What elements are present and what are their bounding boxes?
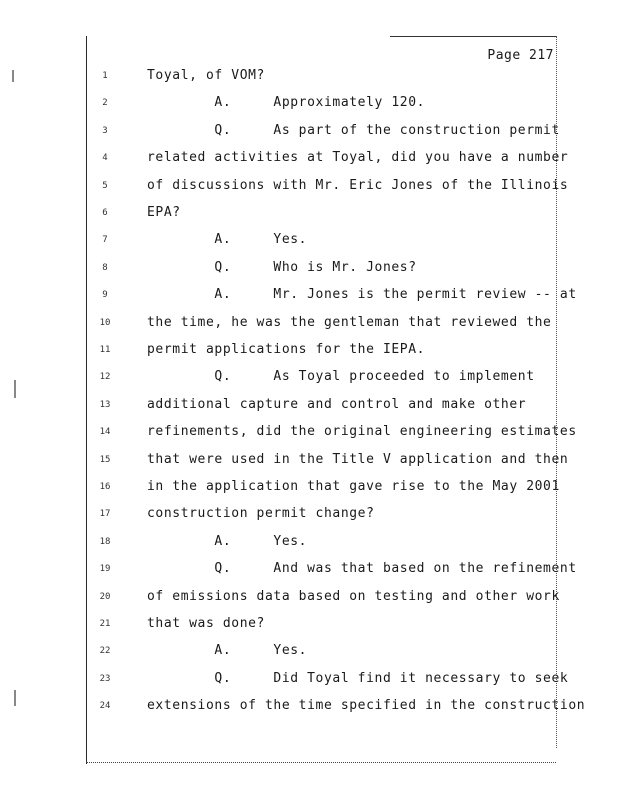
- line-number: 18: [99, 536, 111, 547]
- line-text: the time, he was the gentleman that reviewed the: [147, 314, 552, 330]
- transcript-line: [0, 121, 618, 145]
- transcript-line: [0, 176, 618, 200]
- line-text: A. Mr. Jones is the permit review -- at: [147, 287, 577, 303]
- line-text: in the application that gave rise to the May 2001: [147, 479, 560, 494]
- transcript-line: [0, 614, 618, 638]
- bottom-rule: [86, 762, 556, 763]
- line-text: that was done?: [147, 616, 265, 631]
- line-number: 2: [102, 98, 108, 109]
- line-text: Toyal, of VOM?: [147, 68, 265, 83]
- line-number: 7: [102, 235, 108, 246]
- line-text: of emissions data based on testing and other work: [147, 588, 560, 604]
- transcript-line: [0, 669, 618, 693]
- line-number: 17: [99, 509, 111, 520]
- line-number: 16: [99, 482, 111, 492]
- line-text: Q. As part of the construction permit: [147, 122, 560, 138]
- line-text: that were used in the Title V application and then: [147, 451, 569, 467]
- transcript-line: [0, 340, 618, 364]
- line-number: 20: [99, 591, 111, 602]
- line-text: permit applications for the IEPA.: [147, 342, 426, 357]
- line-number: 4: [102, 153, 108, 164]
- line-number: 13: [99, 399, 111, 410]
- line-number: 19: [99, 564, 111, 575]
- line-number: 9: [102, 290, 108, 301]
- transcript-line: [0, 477, 618, 501]
- transcript-line: [0, 587, 618, 611]
- transcript-line: [0, 148, 618, 172]
- line-text: A. Yes.: [147, 533, 308, 549]
- line-number: 6: [102, 208, 108, 218]
- line-number: 24: [99, 701, 111, 712]
- line-text: construction permit change?: [147, 506, 375, 522]
- line-text: refinements, did the original engineering estimates: [147, 424, 577, 440]
- transcript-line: [0, 258, 618, 282]
- line-text: extensions of the time specified in the construction: [147, 698, 586, 714]
- line-number: 11: [99, 345, 111, 355]
- transcript-line: [0, 532, 618, 556]
- scan-speck: [14, 690, 16, 706]
- transcript-line: [0, 422, 618, 446]
- line-text: additional capture and control and make other: [147, 396, 527, 412]
- transcript-line: [0, 641, 618, 665]
- line-text: A. Approximately 120.: [147, 95, 426, 111]
- line-number: 3: [102, 125, 108, 136]
- line-text: A. Yes.: [147, 232, 308, 248]
- line-number: 12: [99, 372, 111, 383]
- line-text: EPA?: [147, 205, 181, 220]
- line-text: related activities at Toyal, did you have a number: [147, 150, 569, 166]
- transcript-line: [0, 504, 618, 528]
- line-text: A. Yes.: [147, 643, 308, 659]
- line-number: 10: [99, 317, 111, 328]
- line-number: 21: [99, 619, 111, 629]
- line-text: Q. As Toyal proceeded to implement: [147, 369, 535, 385]
- line-number: 14: [99, 427, 111, 438]
- transcript-line: [0, 203, 618, 227]
- scan-speck: [12, 70, 14, 82]
- line-number: 5: [102, 180, 108, 191]
- line-number: 8: [102, 262, 108, 273]
- top-rule: [390, 36, 556, 37]
- transcript-line: [0, 313, 618, 337]
- line-text: Q. Who is Mr. Jones?: [147, 259, 417, 275]
- transcript-line: [0, 450, 618, 474]
- transcript-line: [0, 696, 618, 720]
- transcript-line: [0, 230, 618, 254]
- transcript-line: [0, 285, 618, 309]
- line-text: Q. Did Toyal find it necessary to seek: [147, 670, 569, 686]
- line-text: of discussions with Mr. Eric Jones of the Illinois: [147, 177, 569, 193]
- scan-speck: [14, 380, 16, 398]
- transcript-line: [0, 367, 618, 391]
- transcript-line: [0, 395, 618, 419]
- line-number: 15: [99, 454, 111, 465]
- line-number: 22: [99, 646, 111, 657]
- line-number: 1: [102, 71, 108, 81]
- line-text: Q. And was that based on the refinement: [147, 561, 577, 577]
- transcript-line: [0, 66, 618, 90]
- transcript-line: [0, 93, 618, 117]
- page-number: Page 217: [487, 48, 554, 63]
- transcript-line: [0, 559, 618, 583]
- line-number: 23: [99, 673, 111, 684]
